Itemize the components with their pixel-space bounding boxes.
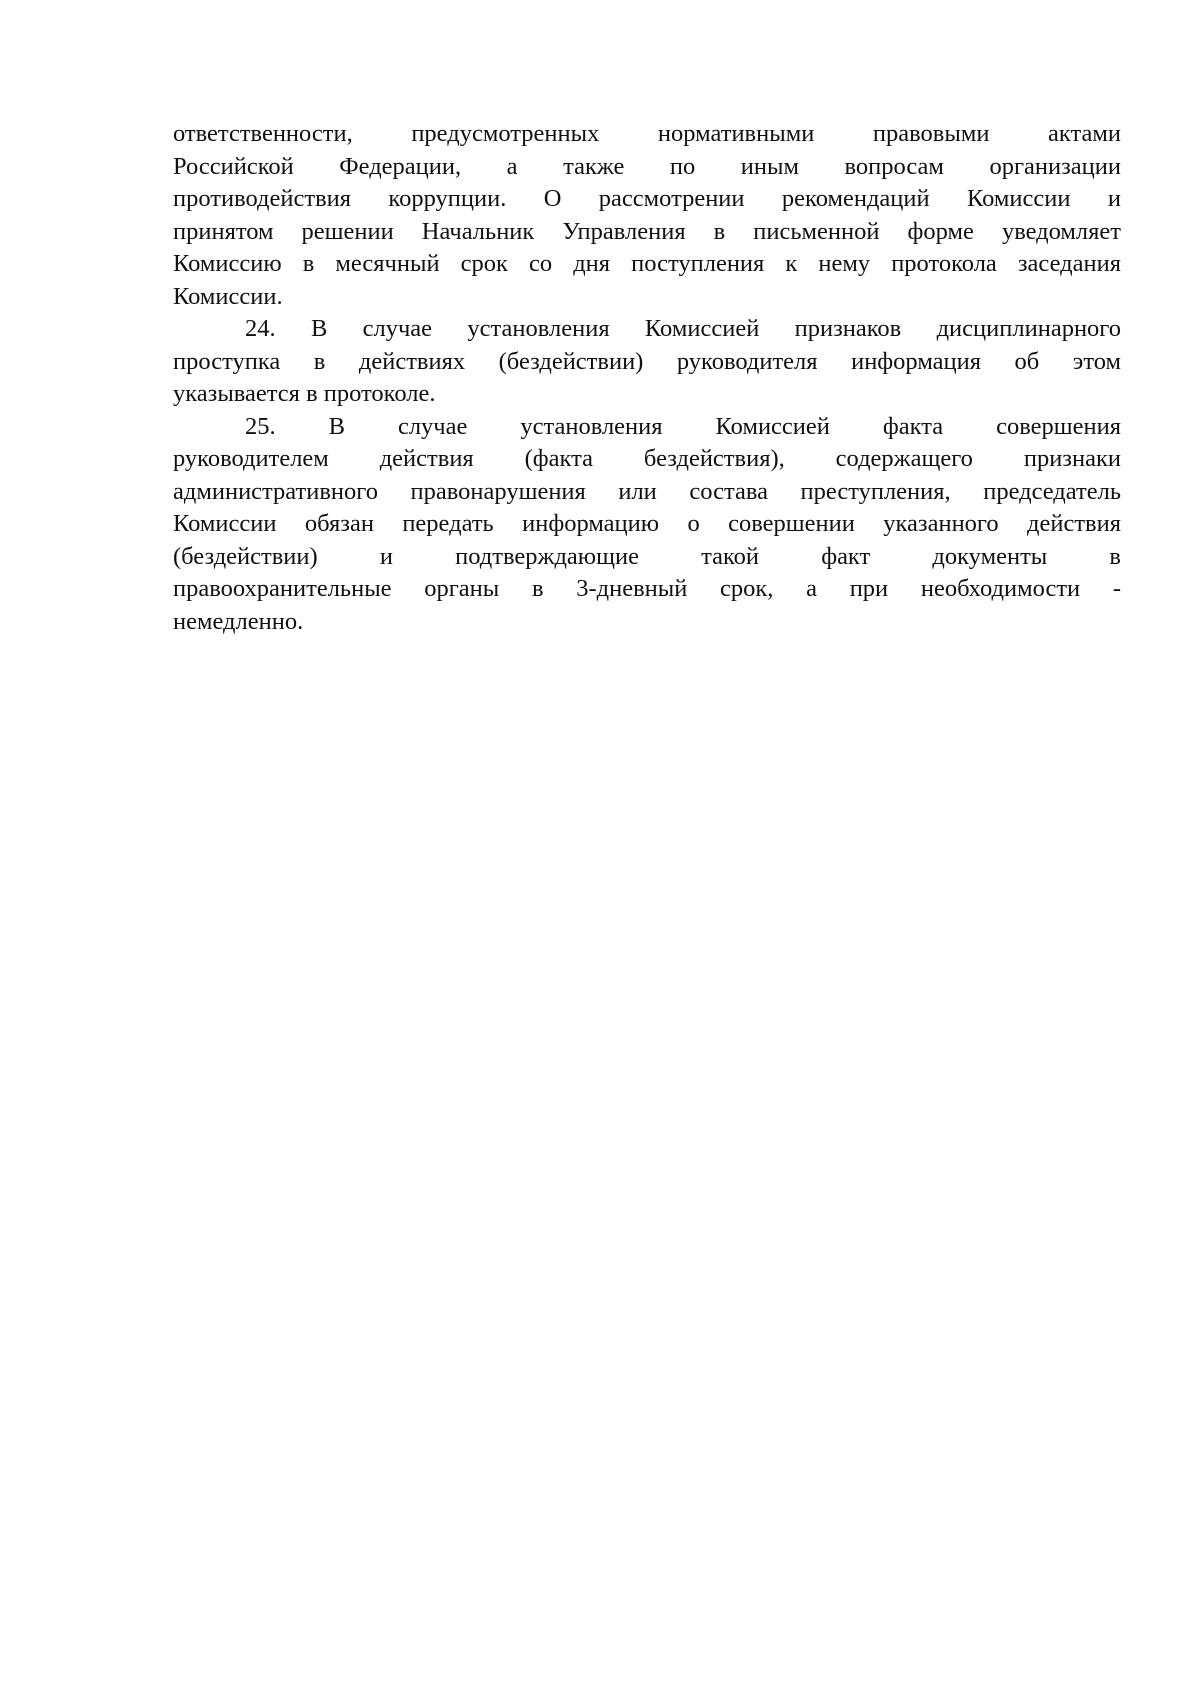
text-line: Комиссии обязан передать информацию о совершении указанного действия (173, 510, 1121, 537)
text-line: Комиссии. (173, 282, 283, 310)
text-line: Российской Федерации, а также по иным вопросам организации (173, 152, 1121, 180)
text-line: проступка в действиях (бездействии) руководителя информация об этом (173, 347, 1121, 375)
text-line: ответственности, предусмотренных нормативными правовыми актами (173, 120, 1121, 147)
text-line: 24. В случае установления Комиссией признаков дисциплинарного (245, 315, 1121, 342)
document-body (173, 118, 1121, 638)
text-line: Комиссию в месячный срок со дня поступления к нему протокола заседания (173, 250, 1121, 277)
paragraph-24 (173, 313, 1121, 411)
text-line: 25. В случае установления Комиссией факта совершения (245, 412, 1121, 440)
paragraph-continuation (173, 118, 1121, 313)
text-line: указывается в протоколе. (173, 380, 436, 407)
text-line: немедленно. (173, 607, 304, 635)
text-line: административного правонарушения или состава преступления, председатель (173, 477, 1121, 505)
paragraph-25 (173, 411, 1121, 639)
text-line: правоохранительные органы в 3-дневный срок, а при необходимости - (173, 575, 1121, 602)
text-line: руководителем действия (факта бездействия), содержащего признаки (173, 445, 1121, 472)
text-line: принятом решении Начальник Управления в письменной форме уведомляет (173, 217, 1121, 245)
text-line: противодействия коррупции. О рассмотрении рекомендаций Комиссии и (173, 185, 1121, 212)
text-line: (бездействии) и подтверждающие такой факт документы в (173, 542, 1121, 570)
